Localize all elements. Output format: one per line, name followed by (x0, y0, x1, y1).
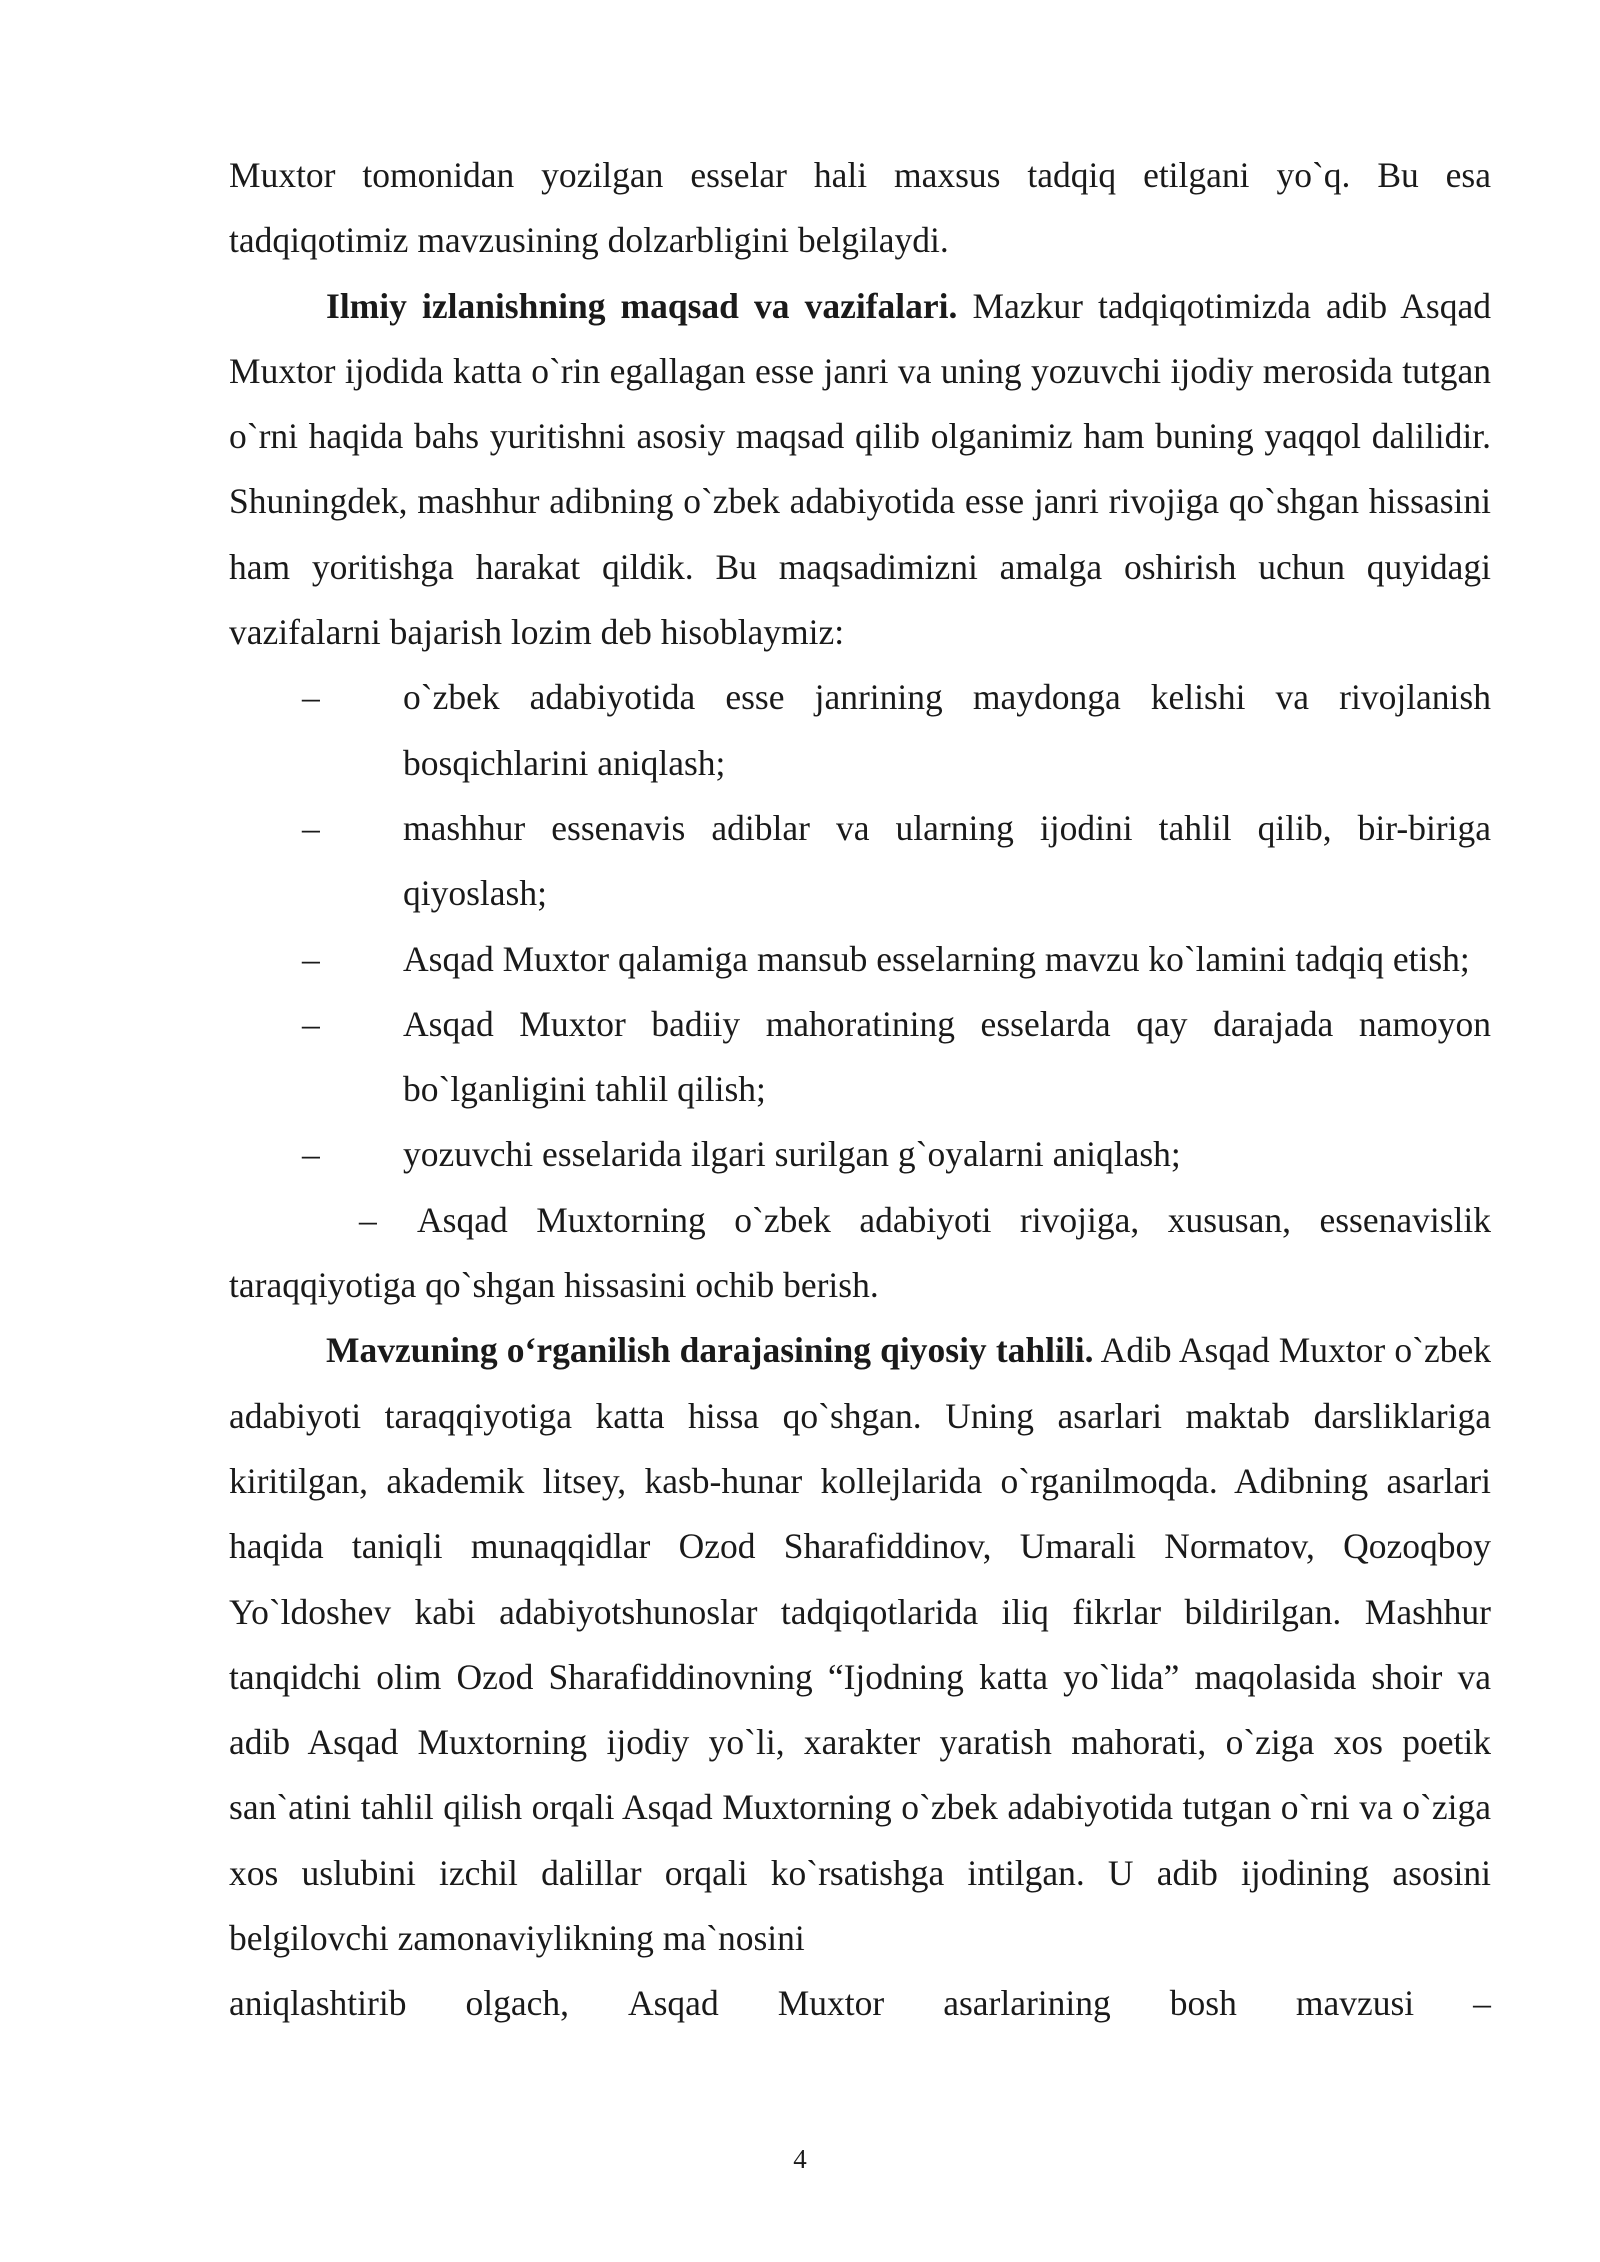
list-item (229, 665, 1491, 796)
list-dash: – (359, 1199, 377, 1240)
list-item-text: Asqad Muxtor qalamiga mansub esselarning mavzu ko`lamini tadqiq etish; (403, 938, 1470, 979)
section-study-text: Adib Asqad Muxtor o`zbek adabiyoti taraqqiyotiga katta hissa qo`shgan. Uning asarlari maktab darsliklariga kiritilgan, akademik litsey, kasb-hunar kollejlarida o`rganilmoqda. Adibning asarlari haqida taniqli munaqqidlar Ozod Sharafiddinov, Umarali Normatov, Qozoqboy Yo`ldoshev kabi adabiyotshunoslar tadqiqotlarida iliq fikrlar bildirilgan. Mashhur tanqidchi olim Ozod Sharafiddinovning “Ijodning katta yo`lida” maqolasida shoir va adib Asqad Muxtorning ijodiy yo`li, xarakter yaratish mahorati, o`ziga xos poetik san`atini tahlil qilish orqali Asqad Muxtorning o`zbek adabiyotida tutgan o`rni va o`ziga xos uslubini izchil dalillar orqali ko`rsatishga intilgan. U adib ijodining asosini belgilovchi zamonaviylikning ma`nosini (229, 1330, 1491, 1959)
last-task-paragraph (229, 1188, 1491, 1319)
last-task-text: Asqad Muxtorning o`zbek adabiyoti rivojiga, xususan, essenavislik taraqqiyotiga qo`shgan hissasini ochib berish. (229, 1199, 1491, 1306)
list-item-text: Asqad Muxtor badiiy mahoratining esselarda qay darajada namoyon bo`lganligini tahlil qilish; (403, 1003, 1491, 1110)
list-item (229, 796, 1491, 927)
paragraph-intro: Muxtor tomonidan yozilgan esselar hali maxsus tadqiq etilgani yo`q. Bu esa tadqiqotimiz mavzusining dolzarbligini belgilaydi. (229, 155, 1491, 261)
list-item-text: mashhur essenavis adiblar va ularning ijodini tahlil qilib, bir-biriga qiyoslash; (403, 807, 1491, 914)
section-study-heading: Mavzuning o‘rganilish darajasining qiyosiy tahlili. (326, 1330, 1094, 1371)
section-study-last-line (229, 1971, 1491, 2036)
document-page (229, 143, 1491, 2037)
list-dash: – (302, 938, 320, 979)
word: mavzusi (1295, 1983, 1415, 2024)
page-number: 4 (793, 2144, 807, 2174)
list-item (229, 927, 1491, 992)
word: Muxtor (777, 1983, 885, 2024)
section-goals-paragraph (229, 274, 1491, 666)
list-dash: – (302, 1003, 320, 1044)
list-dash: – (302, 677, 320, 718)
word: – (1473, 1983, 1491, 2024)
word: olgach, (465, 1983, 569, 2024)
word: asarlarining (943, 1983, 1111, 2024)
list-item (229, 1122, 1491, 1187)
list-item-text: o`zbek adabiyotida esse janrining maydonga kelishi va rivojlanish bosqichlarini aniqlash; (403, 677, 1491, 783)
word: bosh (1169, 1983, 1237, 2024)
list-item-text: yozuvchi esselarida ilgari surilgan g`oyalarni aniqlash; (403, 1134, 1181, 1175)
tasks-list (229, 665, 1491, 1187)
list-dash: – (302, 1134, 320, 1175)
section-study-paragraph (229, 1318, 1491, 1971)
word: aniqlashtirib (229, 1983, 407, 2024)
section-goals-heading: Ilmiy izlanishning maqsad va vazifalari. (326, 285, 958, 326)
section-goals-text: Mazkur tadqiqotimizda adib Asqad Muxtor ijodida katta o`rin egallagan esse janri va uning yozuvchi ijodiy merosida tutgan o`rni haqida bahs yuritishni asosiy maqsad qilib olganimiz ham buning yaqqol dalilidir. Shuningdek, mashhur adibning o`zbek adabiyotida esse janri rivojiga qo`shgan hissasini ham yoritishga harakat qildik. Bu maqsadimizni amalga oshirish uchun quyidagi vazifalarni bajarish lozim deb hisoblaymiz: (229, 285, 1491, 653)
list-dash: – (302, 807, 320, 848)
list-item (229, 992, 1491, 1123)
word: Asqad (627, 1983, 719, 2024)
